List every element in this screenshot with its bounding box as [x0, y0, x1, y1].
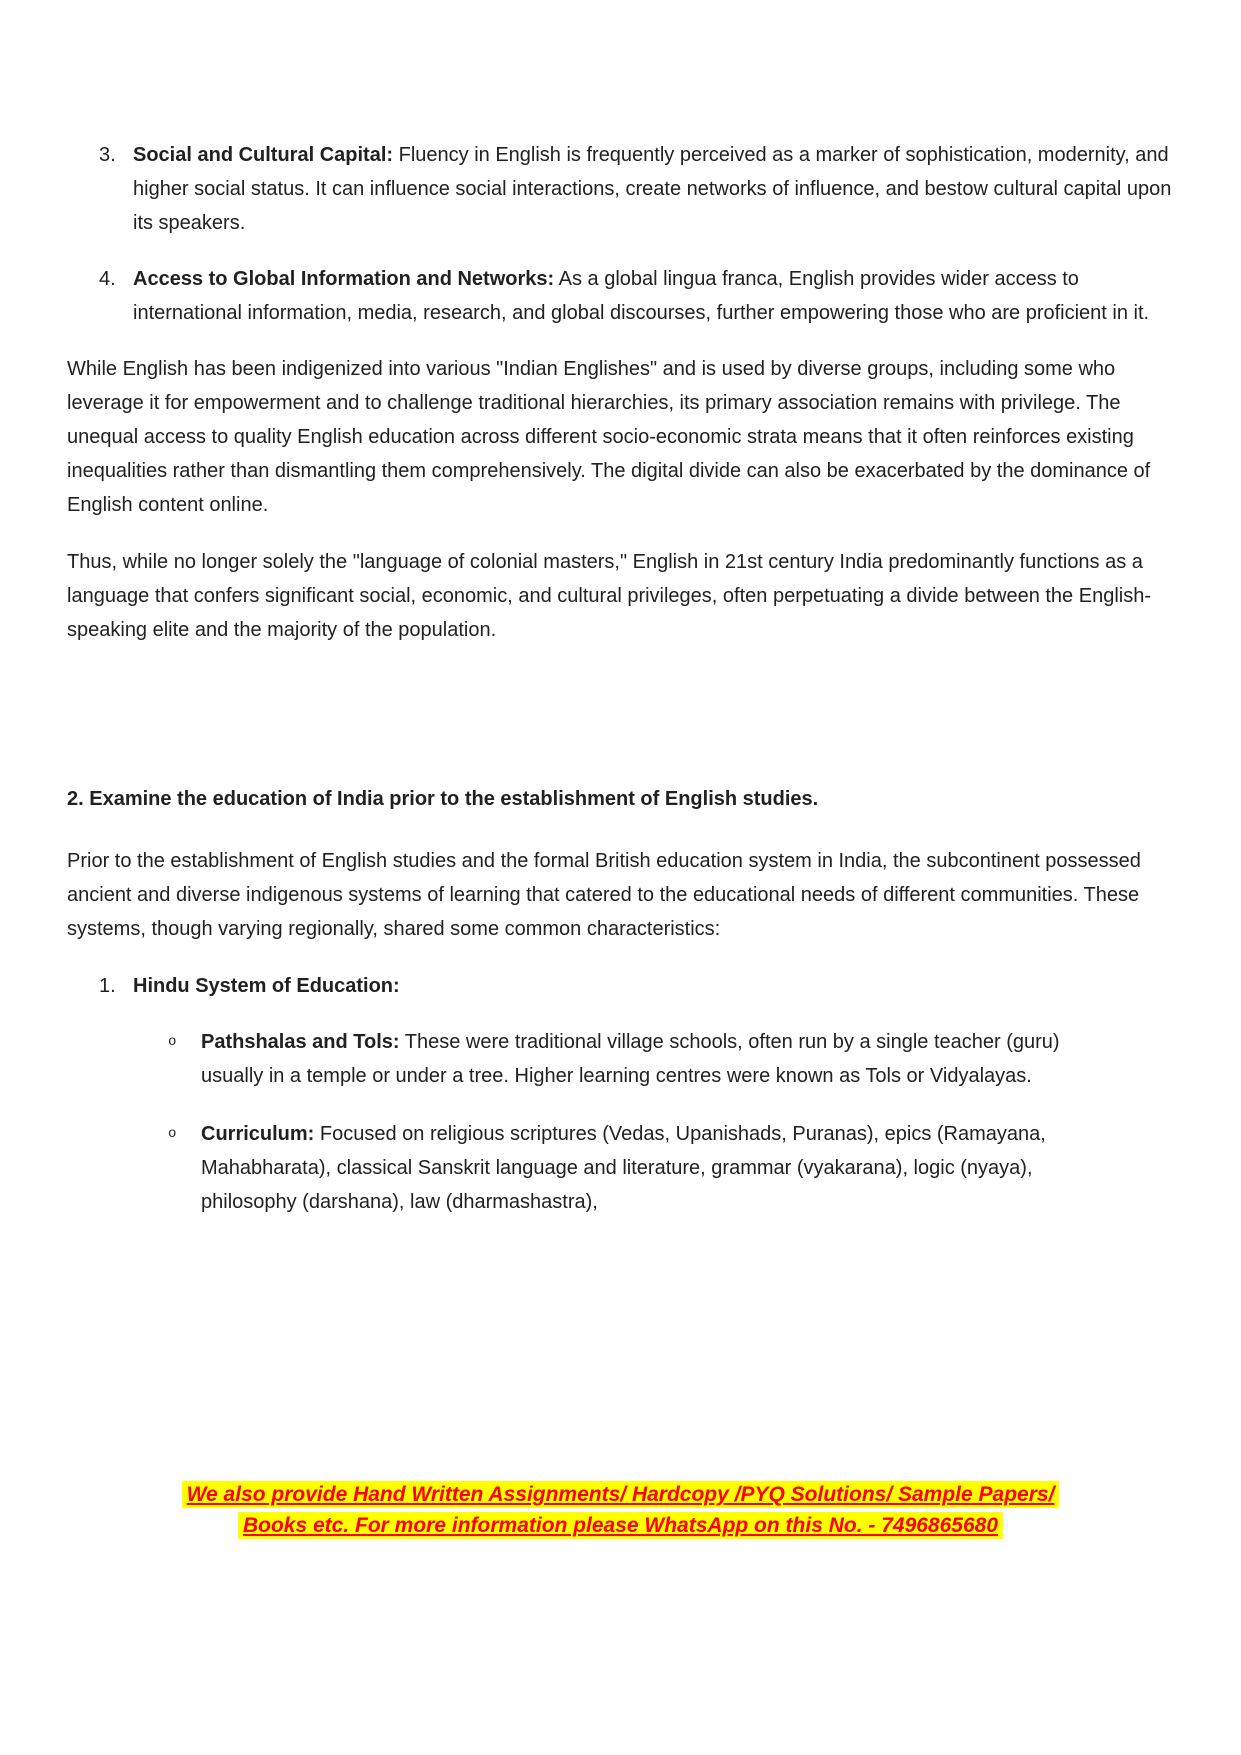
list-item-label: Access to Global Information and Networks: [133, 268, 555, 290]
sub-bullet-pathshalas [67, 1025, 1173, 1093]
promo-footer-line-1 [0, 1479, 1241, 1510]
highlighted-text: We also provide Hand Written Assignments/ Hardcopy /PYQ Solutions/ Sample Papers/ [182, 1481, 1060, 1508]
sub-bullet-text [201, 1025, 1173, 1093]
body-paragraph-1: While English has been indigenized into various "Indian Englishes" and is used by diverse groups, including some who leverage it for empowerment and to challenge traditional hierarchies, its primary association remains with privilege. The unequal access to quality English education across different socio-economic strata means that it often reinforces existing inequalities rather than dismantling them comprehensively. The digital divide can also be exacerbated by the dominance of English content online. [67, 358, 1151, 516]
sub-bullet-curriculum [67, 1117, 1173, 1219]
list-item-number: 1. [99, 975, 116, 997]
sub-bullet-label: Curriculum: [201, 1123, 315, 1145]
numbered-item-hindu-system [67, 969, 1173, 1003]
list-item-label: Hindu System of Education: [133, 975, 400, 997]
body-paragraph-3: Prior to the establishment of English studies and the formal British education system in India, the subcontinent possessed ancient and diverse indigenous systems of learning that catered to the educational needs of different communities. These systems, though varying regionally, shared some common characteristics: [67, 850, 1141, 940]
list-item-number: 4. [99, 268, 116, 290]
sub-bullet-body: Focused on religious scriptures (Vedas, Upanishads, Puranas), epics (Ramayana, Mahabharata), classical Sanskrit language and literature, grammar (vyakarana), logic (nyaya), philosophy (darshana), law (dharmashastra), [201, 1123, 1046, 1213]
list-item-text [133, 969, 1173, 1003]
sub-bullet-text [201, 1117, 1173, 1219]
bullet-marker: o [168, 1034, 177, 1050]
list-item-body: As a global lingua franca, English provides wider access to international information, media, research, and global discourses, further empowering those who are proficient in it. [133, 268, 1150, 324]
bullet-marker: o [168, 1126, 177, 1142]
promo-footer [0, 1479, 1241, 1541]
section-spacer [67, 670, 1173, 782]
sub-bullet-label: Pathshalas and Tols: [201, 1031, 400, 1053]
list-item-body: Fluency in English is frequently perceived as a marker of sophistication, modernity, and higher social status. It can influence social interactions, create networks of influence, and bestow cultural capital upon its speakers. [133, 144, 1172, 234]
sub-bullet-body: These were traditional village schools, often run by a single teacher (guru) usually in a temple or under a tree. Higher learning centres were known as Tols or Vidyalayas. [201, 1031, 1060, 1087]
promo-footer-line-2 [0, 1510, 1241, 1541]
list-item-text [133, 262, 1173, 330]
list-item-label: Social and Cultural Capital: [133, 144, 394, 166]
list-item-number: 3. [99, 144, 116, 166]
body-paragraph-2: Thus, while no longer solely the "language of colonial masters," English in 21st century India predominantly functions as a language that confers significant social, economic, and cultural privileges, often perpetuating a divide between the English-speaking elite and the majority of the population. [67, 551, 1151, 641]
question-heading: 2. Examine the education of India prior to the establishment of English studies. [67, 788, 819, 810]
numbered-item-3 [67, 138, 1173, 240]
highlighted-text: Books etc. For more information please WhatsApp on this No. - 7496865680 [238, 1512, 1003, 1539]
numbered-item-4 [67, 262, 1173, 330]
list-item-text [133, 138, 1173, 240]
